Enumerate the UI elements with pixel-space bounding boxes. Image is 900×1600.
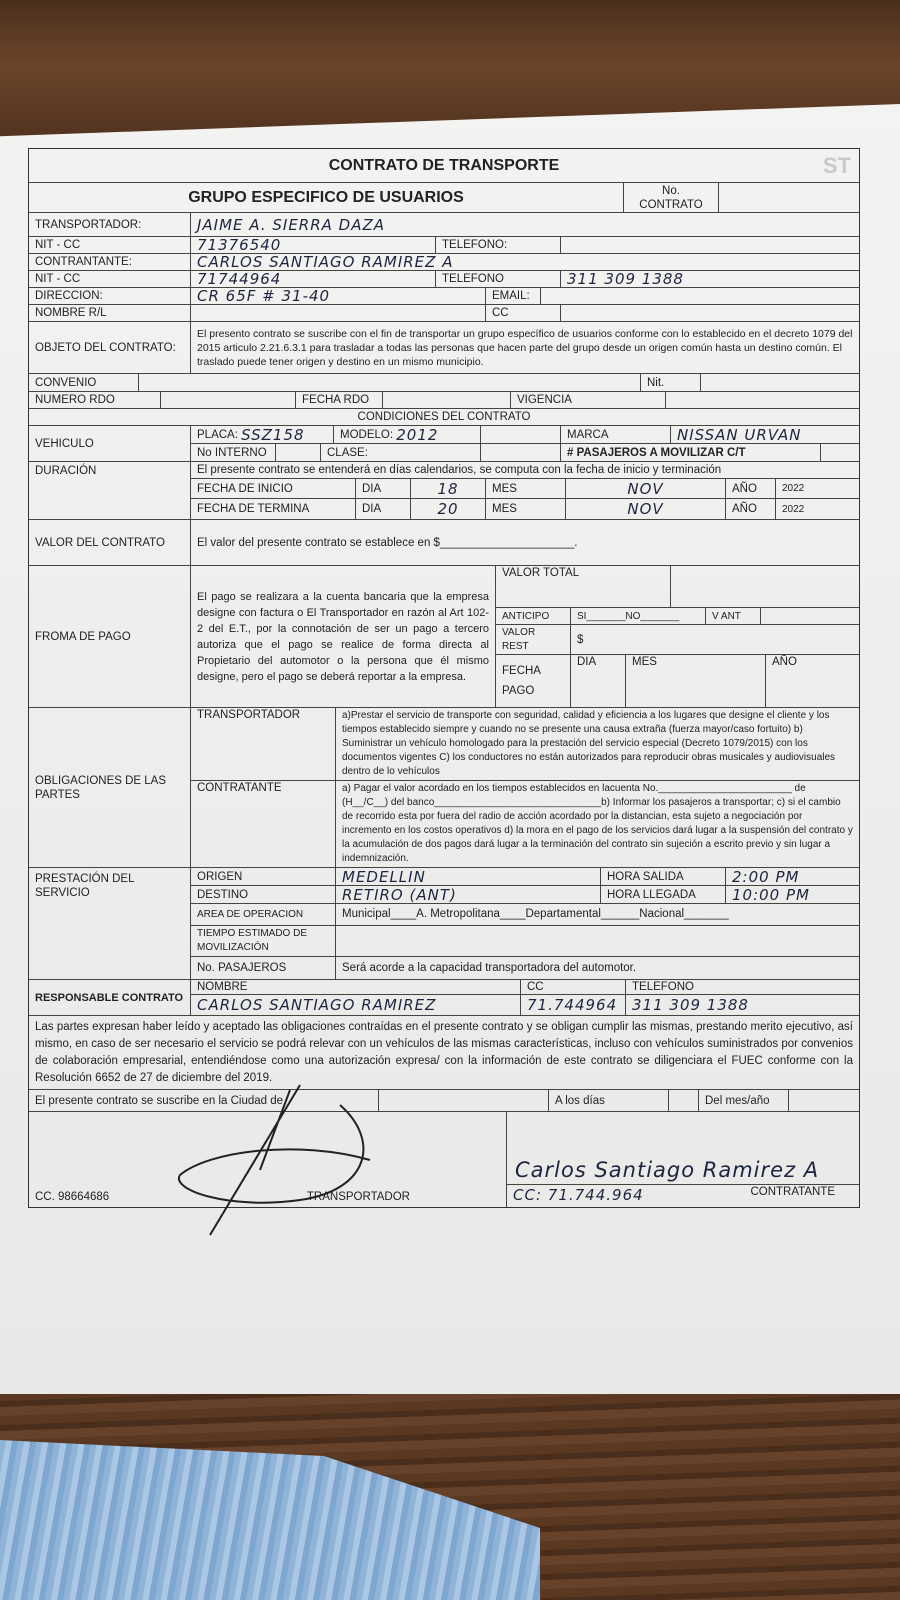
- hora-salida-label: HORA SALIDA: [601, 868, 726, 885]
- objeto-label: OBJETO DEL CONTRATO:: [29, 322, 191, 373]
- valor-label: VALOR DEL CONTRATO: [29, 520, 191, 565]
- clausula-text: Las partes expresan haber leído y aceptado las obligaciones contraídas en el presente contrato y se obligan cumplir las mismas, prestando merito ejecutivo, así mismo, en caso de ser necesario el servicio se podrá relevar con un vehículos de las mismas características, incluso con vehículos suministrados por convenios de colaboración empresarial, entendiéndose como una autorización expresa/ con la información de este contrato se diligenciara el FUEC conforme con la Resolución 6652 de 27 de diciembre del 2019.: [35, 1020, 853, 1084]
- pago-dia[interactable]: DIA: [571, 655, 626, 707]
- modelo-value[interactable]: 2012: [396, 426, 439, 443]
- dia-label: DIA: [356, 479, 411, 498]
- duracion-label: DURACIÓN: [29, 462, 191, 519]
- area-options[interactable]: Municipal____A. Metropolitana____Departamental______Nacional_______: [342, 908, 729, 921]
- resp-nombre-value[interactable]: CARLOS SANTIAGO RAMIREZ: [191, 995, 521, 1015]
- resp-telefono-label: TELEFONO: [632, 981, 694, 993]
- valor-total-label: VALOR TOTAL: [496, 566, 671, 607]
- contratante-signature-label: CONTRATANTE: [750, 1186, 835, 1198]
- convenio-value[interactable]: [139, 374, 641, 391]
- transportador-label: TRANSPORTADOR:: [29, 213, 191, 236]
- placa-label: PLACA:: [197, 428, 238, 441]
- mes-ano-value[interactable]: [789, 1090, 859, 1111]
- form-subtitle: GRUPO ESPECIFICO DE USUARIOS: [29, 183, 624, 212]
- inicio-mes-value[interactable]: NOV: [566, 479, 726, 498]
- nit2-label: NIT - CC: [29, 271, 191, 287]
- anticipo-si-no[interactable]: SI_______NO_______: [571, 608, 706, 625]
- destino-label: DESTINO: [191, 886, 336, 903]
- forma-pago-label: FROMA DE PAGO: [29, 566, 191, 707]
- interno-label: No INTERNO: [191, 444, 276, 461]
- transportador-value[interactable]: JAIME A. SIERRA DAZA: [197, 215, 386, 234]
- pago-mes[interactable]: MES: [626, 655, 766, 707]
- anticipo-label: ANTICIPO: [496, 608, 571, 625]
- origen-value[interactable]: MEDELLIN: [336, 868, 601, 885]
- obl-transportador-text: a)Prestar el servicio de transporte con seguridad, calidad y eficiencia a los lugares que designe el cliente y los tiempos establecido siempre y cuando no se presente una causa extraña (fuerza mayor/caso fortuito) b) Suministrar un vehículo homologado para la prestación del servicio especial (Decreto 1079/2015) con los documentos vigentes C) los conductores no están autorizados para reproducir obras musicales y audiovisuales dentro de lo vehículos: [342, 710, 836, 777]
- mes-ano-label: Del mes/año: [699, 1090, 789, 1111]
- dia-label: DIA: [356, 499, 411, 519]
- dias-value[interactable]: [669, 1090, 699, 1111]
- hora-llegada-value[interactable]: 10:00 PM: [732, 886, 810, 903]
- pago-ano[interactable]: AÑO: [772, 656, 797, 669]
- valor-text[interactable]: El valor del presente contrato se establece en $_____________________.: [197, 536, 578, 549]
- transportador-signature-icon: [150, 1080, 410, 1240]
- placa-value[interactable]: SSZ158: [241, 426, 305, 443]
- hora-salida-value[interactable]: 2:00 PM: [732, 868, 800, 885]
- mes-label: MES: [486, 499, 566, 519]
- clase-value[interactable]: [481, 444, 561, 461]
- pasajeros-value[interactable]: [821, 444, 859, 461]
- nit1-value[interactable]: 71376540: [191, 237, 436, 253]
- hora-llegada-label: HORA LLEGADA: [601, 886, 726, 903]
- marca-label: MARCA: [561, 426, 671, 443]
- convenio-label: CONVENIO: [29, 374, 139, 391]
- obligaciones-label: OBLIGACIONES DE LAS PARTES: [29, 708, 191, 867]
- fin-ano-value[interactable]: 2022: [782, 503, 805, 515]
- fecha-termina-label: FECHA DE TERMINA: [191, 499, 356, 519]
- contratante-value[interactable]: CARLOS SANTIAGO RAMIREZ A: [197, 254, 454, 270]
- interno-value[interactable]: [276, 444, 321, 461]
- ano-label: AÑO: [726, 499, 776, 519]
- no-pasajeros-label: No. PASAJEROS: [191, 957, 336, 979]
- destino-value[interactable]: RETIRO (ANT): [336, 886, 601, 903]
- nit1-label: NIT - CC: [29, 237, 191, 253]
- modelo-label: MODELO:: [340, 428, 394, 441]
- fecha-rdo-value[interactable]: [383, 392, 511, 408]
- nit-label: Nit.: [641, 374, 701, 391]
- obl-contratante-label: CONTRATANTE: [191, 781, 336, 867]
- email-value[interactable]: [541, 288, 859, 304]
- fecha-inicio-label: FECHA DE INICIO: [191, 479, 356, 498]
- direccion-value[interactable]: CR 65F # 31-40: [191, 288, 486, 304]
- contract-number-field[interactable]: [719, 183, 859, 212]
- tel2-label: TELEFONO: [436, 271, 561, 287]
- vehiculo-label: VEHICULO: [29, 426, 191, 461]
- contratante-signature: Carlos Santiago Ramirez A: [515, 1158, 820, 1182]
- prestacion-label: PRESTACIÓN DEL SERVICIO: [29, 868, 191, 979]
- pasajeros-label: # PASAJEROS A MOVILIZAR C/T: [561, 444, 821, 461]
- resp-nombre-label: NOMBRE: [191, 980, 521, 994]
- tiempo-label: TIEMPO ESTIMADO DE MOVILIZACIÓN: [191, 926, 336, 957]
- condiciones-title: CONDICIONES DEL CONTRATO: [357, 411, 531, 423]
- ciudad-label: El presente contrato se suscribe en la Ciudad de: [29, 1090, 379, 1111]
- area-label: AREA DE OPERACION: [191, 904, 336, 925]
- cc-value[interactable]: [561, 305, 859, 321]
- no-pasajeros-text: Será acorde a la capacidad transportadora del automotor.: [342, 962, 637, 975]
- clase-label: CLASE:: [321, 444, 481, 461]
- blank-cell: [481, 426, 561, 443]
- mes-label: MES: [486, 479, 566, 498]
- contract-form: [28, 148, 860, 1208]
- cc-transportador: CC. 98664686: [35, 1191, 110, 1203]
- objeto-text: El presento contrato se suscribe con el fin de transportar un grupo específico de usuarios conforme con lo establecido en el decreto 1079 del 2015 articulo 2.21.6.3.1 para trasladar a todas las personas que hacen parte del grupo desde un origen común hasta un destino común. El traslado puede tener origen y destino en un mismo municipio.: [197, 327, 853, 368]
- v-ant-value[interactable]: [761, 608, 859, 625]
- marca-value[interactable]: NISSAN URVAN: [677, 426, 802, 443]
- resp-telefono-value[interactable]: 311 309 1388: [632, 996, 749, 1014]
- email-label: EMAIL:: [486, 288, 541, 304]
- tiempo-value[interactable]: [336, 926, 859, 957]
- company-logo: ST: [822, 153, 851, 178]
- vigencia-label: VIGENCIA: [511, 392, 666, 408]
- cc-label: CC: [486, 305, 561, 321]
- resp-cc-label: CC: [521, 980, 626, 994]
- tel1-value[interactable]: [561, 237, 859, 253]
- v-ant-label: V ANT: [706, 608, 761, 625]
- fin-mes-value[interactable]: NOV: [566, 499, 726, 519]
- fecha-rdo-label: FECHA RDO: [296, 392, 383, 408]
- nit2-value[interactable]: 71744964: [191, 271, 436, 287]
- form-title: CONTRATO DE TRANSPORTE: [328, 156, 560, 174]
- contract-number-label: No. CONTRATO: [624, 183, 719, 212]
- duracion-text: El presente contrato se entenderá en días calendarios, se computa con la fecha de inicio y terminación: [197, 464, 722, 476]
- direccion-label: DIRECCION:: [29, 288, 191, 304]
- valor-rest-label: VALOR REST: [496, 625, 571, 654]
- tel2-value[interactable]: 311 309 1388: [567, 271, 684, 287]
- transportador-signature-label: TRANSPORTADOR: [306, 1191, 410, 1203]
- resp-cc-value[interactable]: 71.744964: [521, 995, 626, 1015]
- ano-label: AÑO: [726, 479, 776, 498]
- vigencia-value[interactable]: [666, 392, 859, 408]
- contratante-label: CONTRANTANTE:: [29, 254, 191, 270]
- fecha-pago-label: FECHA PAGO: [496, 655, 571, 707]
- obl-transportador-label: TRANSPORTADOR: [191, 708, 336, 780]
- inicio-dia-value[interactable]: 18: [411, 479, 486, 498]
- inicio-ano-value[interactable]: 2022: [782, 483, 805, 494]
- nombre-rl-value[interactable]: [191, 305, 486, 321]
- tel1-label: TELEFONO:: [436, 237, 561, 253]
- nombre-rl-label: NOMBRE R/L: [29, 305, 191, 321]
- numero-rdo-value[interactable]: [161, 392, 296, 408]
- origen-label: ORIGEN: [191, 868, 336, 885]
- nit-value[interactable]: [701, 374, 859, 391]
- fin-dia-value[interactable]: 20: [411, 499, 486, 519]
- responsable-label: RESPONSABLE CONTRATO: [29, 980, 191, 1015]
- valor-total-value[interactable]: [671, 566, 859, 607]
- numero-rdo-label: NUMERO RDO: [29, 392, 161, 408]
- valor-rest-value[interactable]: $: [577, 633, 584, 646]
- cc-contratante: CC: 71.744.964: [513, 1186, 644, 1204]
- forma-pago-text: El pago se realizara a la cuenta bancaria que la empresa designe con factura o El Transportador en razón al Art 102-2 del E.T., por la connotación de ser un pago a tercero autoriza que el pago se realice de forma directa al Propietario del automotor o la persona que él mismo designe, pero el pago se deberá reportar a la empresa.: [191, 566, 496, 707]
- dias-label: A los días: [549, 1090, 669, 1111]
- obl-contratante-text: a) Pagar el valor acordado en los tiempos establecidos en lacuenta No.________________________ de (H__/C__) del banco______________________________b) Informar los pasajeros a transportar; c) si el cambio de recorrido esta por fuera del radio de acción acordado por la distancian, esta sujeto a negociación por incremento en los costos operativos d) la mora en el pago de los servicios dará lugar a la suspensión del contrato y la acumulación de dos pagos dará lugar a la terminación del contrato sin sujeción a escrito previo y sin lugar a indemnización.: [342, 783, 853, 864]
